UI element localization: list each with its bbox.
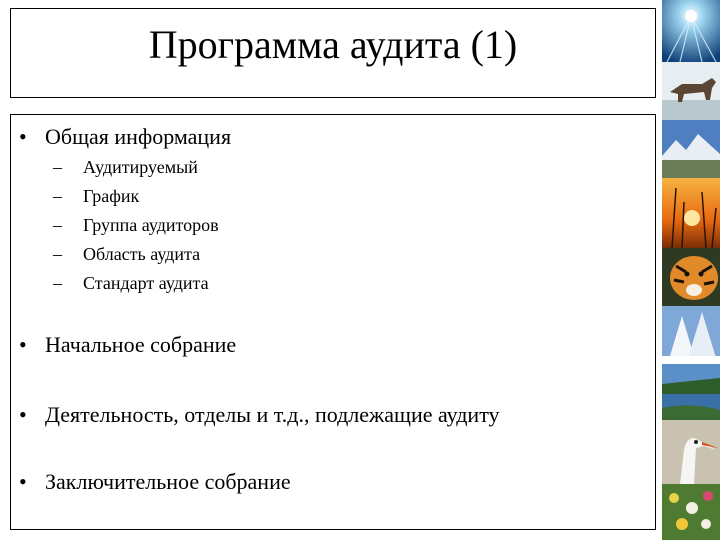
sub-dash: – [53, 157, 62, 177]
subitem-text: Аудитируемый [83, 157, 198, 177]
snow-trees-photo [662, 306, 720, 364]
subitem-audit-scope [53, 242, 200, 266]
bullet-text: Деятельность, отделы и т.д., подлежащие аудиту [45, 402, 500, 427]
sub-dash: – [53, 273, 62, 293]
bullet-dot: • [19, 332, 27, 357]
sun-underwater-photo [662, 0, 720, 62]
bullet-activities [19, 401, 500, 429]
bullet-general-info [19, 123, 231, 151]
subitem-auditee [53, 155, 198, 179]
stork-photo [662, 420, 720, 484]
tiger-photo [662, 248, 720, 306]
bullet-text: Заключительное собрание [45, 469, 291, 494]
lake-photo [662, 364, 720, 420]
sub-dash: – [53, 186, 62, 206]
photo-strip [662, 0, 720, 540]
sub-dash: – [53, 215, 62, 235]
subitem-text: Стандарт аудита [83, 273, 209, 293]
subitem-schedule [53, 184, 139, 208]
subitem-text: Группа аудиторов [83, 215, 219, 235]
bullet-dot: • [19, 402, 27, 427]
bullet-dot: • [19, 469, 27, 494]
sub-dash: – [53, 244, 62, 264]
bullet-dot: • [19, 124, 27, 149]
slide-title: Программа аудита (1) [148, 22, 518, 67]
subitem-audit-standard [53, 271, 209, 295]
wolf-photo [662, 62, 720, 120]
content-box [10, 114, 656, 530]
subitem-text: График [83, 186, 140, 206]
subitem-text: Область аудита [83, 244, 201, 264]
subitem-audit-team [53, 213, 219, 237]
sunset-grass-photo [662, 178, 720, 248]
flowers-photo [662, 484, 720, 540]
bullet-text: Общая информация [45, 124, 232, 149]
mountains-photo [662, 120, 720, 178]
title-box [10, 8, 656, 98]
bullet-text: Начальное собрание [45, 332, 237, 357]
bullet-opening-meeting [19, 331, 236, 359]
bullet-closing-meeting [19, 468, 291, 496]
